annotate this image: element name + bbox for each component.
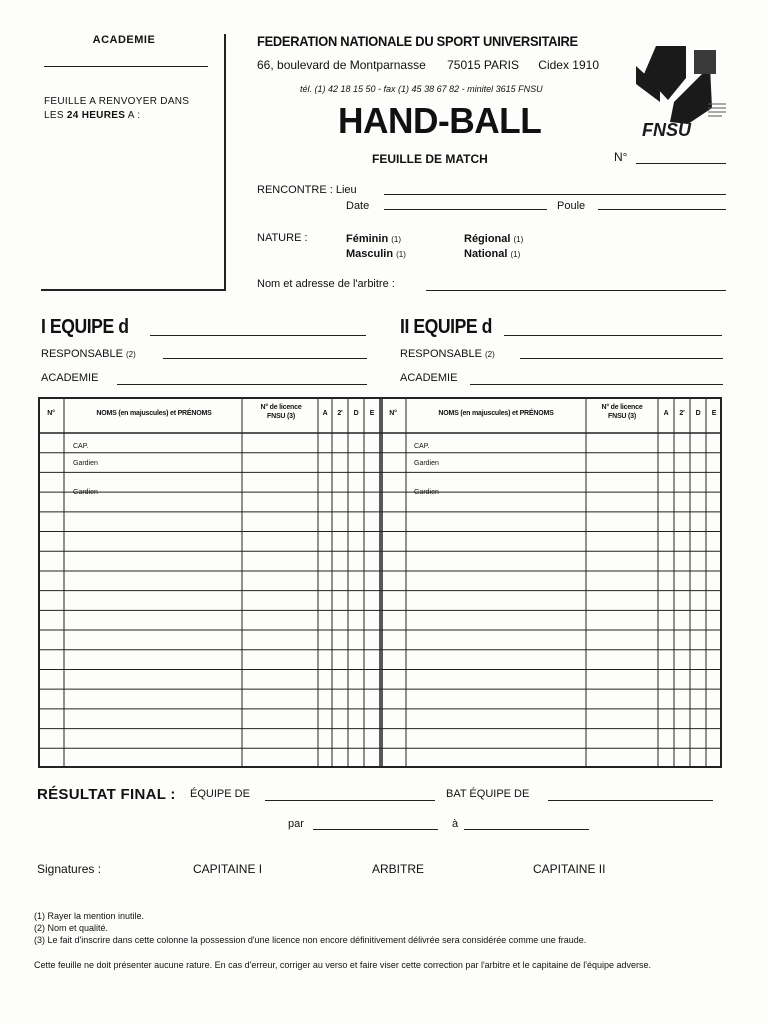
header-a: A — [322, 410, 328, 417]
masculin-text: Masculin — [346, 248, 394, 260]
team1-academie-field[interactable] — [117, 384, 367, 385]
responsable-ref: (2) — [484, 350, 495, 359]
score-par-field[interactable] — [313, 829, 438, 830]
team1-responsable-label — [41, 348, 136, 360]
address-city: 75015 PARIS — [447, 58, 519, 72]
signature-referee[interactable]: ARBITRE — [372, 862, 425, 876]
team1-name-field[interactable] — [150, 335, 366, 336]
lieu-field[interactable] — [384, 194, 726, 195]
header-a: A — [663, 410, 669, 417]
responsable-text: RESPONSABLE — [400, 348, 482, 360]
date-field[interactable] — [384, 209, 547, 210]
return-instruction — [44, 95, 219, 123]
final-result-label: RÉSULTAT FINAL : — [37, 786, 176, 803]
header-2min: 2' — [337, 410, 343, 417]
header-e: E — [711, 410, 717, 417]
header-d: D — [695, 410, 701, 417]
header-licence — [244, 403, 318, 421]
federation-address — [257, 58, 599, 72]
date-label: Date — [346, 200, 370, 212]
team2-captain-label: CAP. — [414, 443, 430, 450]
note-ref: (1) — [510, 250, 521, 259]
roster-grid — [38, 397, 722, 768]
return-instruction-deadline: 24 HEURES — [66, 110, 126, 121]
footnote-1: (1) Rayer la mention inutile. — [34, 911, 145, 921]
nature-option-regional[interactable] — [464, 233, 523, 245]
score-a-label: à — [452, 818, 459, 830]
loser-team-field[interactable] — [548, 800, 713, 801]
team2-goalkeeper-label: Gardien — [414, 489, 439, 496]
roster-table[interactable] — [38, 397, 722, 768]
header-licence — [586, 403, 658, 421]
fnsu-logo-text: FNSU — [642, 120, 691, 140]
team1-captain-label: CAP. — [73, 443, 89, 450]
note-ref: (1) — [513, 235, 524, 244]
licence-line2: FNSU (3) — [267, 413, 295, 420]
federation-contact: tél. (1) 42 18 15 50 - fax (1) 45 38 67 82 - minitel 3615 FNSU — [300, 84, 543, 94]
fnsu-logo-icon — [630, 44, 730, 144]
nature-option-national[interactable] — [464, 248, 520, 260]
arbitre-label: Nom et adresse de l'arbitre : — [257, 278, 395, 290]
federation-name: FEDERATION NATIONALE DU SPORT UNIVERSITAIRE — [257, 33, 578, 49]
return-instruction-prefix: LES — [44, 110, 67, 121]
header-d: D — [353, 410, 359, 417]
note-ref: (1) — [391, 235, 402, 244]
team1-academie-label: ACADEMIE — [41, 372, 99, 384]
licence-line1: N° de licence — [601, 404, 643, 411]
header-2min: 2' — [679, 410, 685, 417]
arbitre-field[interactable] — [426, 290, 726, 291]
responsable-ref: (2) — [125, 350, 136, 359]
sheet-title: FEUILLE DE MATCH — [372, 152, 488, 166]
address-cedex: Cidex 1910 — [538, 58, 600, 72]
signatures-label: Signatures : — [37, 862, 102, 876]
responsable-text: RESPONSABLE — [41, 348, 123, 360]
poule-label: Poule — [557, 200, 586, 212]
footnote-3: (3) Le fait d'inscrire dans cette colonne la possession d'une licence non encore définitivement délivrée sera considérée comme une fraude. — [34, 935, 587, 945]
header-names: NOMS (en majuscules) et PRÉNOMS — [96, 410, 212, 417]
note-ref: (1) — [396, 250, 406, 259]
licence-line2: FNSU (3) — [608, 413, 636, 420]
team1-goalkeeper-label: Gardien — [73, 489, 98, 496]
address-street: 66, boulevard de Montparnasse — [257, 58, 426, 72]
team2-goalkeeper-label: Gardien — [414, 460, 439, 467]
academy-title: ACADEMIE — [92, 34, 156, 46]
team1-goalkeeper-label: Gardien — [73, 460, 98, 467]
return-instruction-line1: FEUILLE A RENVOYER DANS — [44, 96, 190, 107]
score-par-label: par — [288, 818, 304, 830]
footnote-2: (2) Nom et qualité. — [34, 923, 109, 933]
score-a-field[interactable] — [464, 829, 589, 830]
nature-option-feminin[interactable] — [346, 233, 401, 245]
rencontre-label: RENCONTRE : Lieu — [257, 184, 357, 196]
team2-name-field[interactable] — [504, 335, 722, 336]
team2-academie-field[interactable] — [470, 384, 723, 385]
header-names: NOMS (en majuscules) et PRÉNOMS — [438, 410, 554, 417]
team2-responsable-field[interactable] — [520, 358, 723, 359]
loser-team-label: BAT ÉQUIPE DE — [446, 788, 530, 800]
academy-box — [41, 34, 226, 291]
return-instruction-suffix: A : — [125, 110, 141, 121]
header-e: E — [369, 410, 375, 417]
signature-captain1[interactable]: CAPITAINE I — [193, 862, 263, 876]
nature-label: NATURE : — [257, 232, 308, 244]
national-text: National — [464, 248, 508, 260]
footnote-instructions: Cette feuille ne doit présenter aucune rature. En cas d'erreur, corriger au verso et faire viser cette correction par l'arbitre et le capitaine de l'équipe adverse. — [34, 960, 651, 970]
poule-field[interactable] — [598, 209, 726, 210]
licence-line1: N° de licence — [260, 404, 302, 411]
match-number-label: N° — [614, 150, 628, 164]
winner-team-label: ÉQUIPE DE — [190, 788, 250, 800]
team1-responsable-field[interactable] — [163, 358, 367, 359]
regional-text: Régional — [464, 233, 511, 245]
team2-title: II EQUIPE d — [400, 316, 492, 338]
team2-academie-label: ACADEMIE — [400, 372, 458, 384]
sport-title: HAND-BALL — [338, 100, 542, 141]
header-num: N° — [389, 410, 397, 417]
match-number-field[interactable] — [636, 163, 726, 164]
winner-team-field[interactable] — [265, 800, 435, 801]
feminin-text: Féminin — [346, 233, 389, 245]
team2-responsable-label — [400, 348, 495, 360]
nature-option-masculin[interactable] — [346, 248, 406, 260]
signature-captain2[interactable]: CAPITAINE II — [533, 862, 606, 876]
team1-title: I EQUIPE d — [41, 316, 129, 338]
header-num: N° — [47, 410, 55, 417]
academy-field-line[interactable] — [44, 66, 208, 67]
